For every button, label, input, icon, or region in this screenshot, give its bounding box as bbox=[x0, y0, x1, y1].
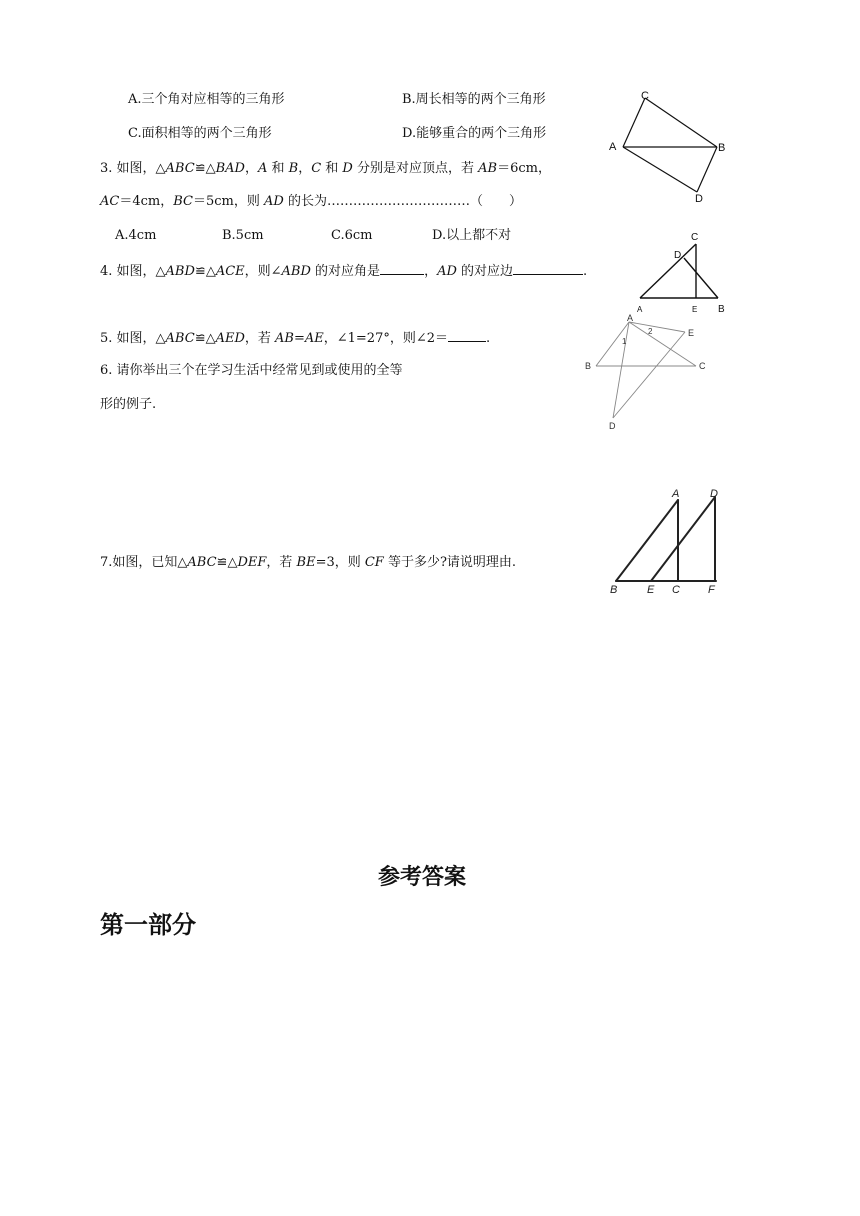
vertex-a-label: A bbox=[672, 488, 680, 500]
vertex-d-label: D bbox=[674, 250, 682, 261]
q4-answer-blank-1[interactable] bbox=[380, 262, 424, 275]
vertex-e-label: E bbox=[688, 328, 695, 338]
vertex-c-label: C bbox=[672, 584, 680, 596]
segment-db bbox=[684, 258, 718, 298]
figure-q3-triangles bbox=[600, 80, 740, 210]
segment-bd bbox=[697, 147, 717, 192]
vertex-e-label: E bbox=[692, 305, 698, 314]
vertex-a-label: A bbox=[637, 305, 643, 314]
q2-option-d: D.能够重合的两个三角形 bbox=[402, 126, 547, 141]
segment-ad bbox=[613, 322, 629, 418]
vertex-a-label: A bbox=[627, 313, 634, 323]
q2-option-c: C.面积相等的两个三角形 bbox=[128, 126, 272, 141]
segment-ac bbox=[640, 244, 696, 298]
q5-answer-blank[interactable] bbox=[448, 329, 486, 342]
vertex-d-label: D bbox=[710, 488, 718, 500]
figure-q7-triangles bbox=[600, 480, 740, 600]
q4-answer-blank-2[interactable] bbox=[513, 262, 583, 275]
q7-line: 7.如图，已知△ABC≌△DEF，若 BE=3，则 CF 等于多少?请说明理由. bbox=[100, 555, 517, 570]
vertex-b-label: B bbox=[718, 304, 725, 315]
q6-line2: 形的例子. bbox=[100, 397, 157, 412]
segment-ad bbox=[623, 147, 697, 192]
q3-line2: AC＝4cm，BC＝5cm，则 AD 的长为……………………………（ ） bbox=[100, 194, 522, 209]
segment-ca bbox=[623, 98, 645, 147]
vertex-c-label: C bbox=[699, 361, 706, 371]
segment-ba bbox=[616, 500, 678, 581]
vertex-c-label: C bbox=[641, 90, 649, 102]
q3-option-c: C.6cm bbox=[331, 228, 373, 243]
segment-ed bbox=[651, 497, 715, 581]
q3-option-b: B.5cm bbox=[222, 228, 264, 243]
vertex-d-label: D bbox=[609, 421, 616, 431]
vertex-c-label: C bbox=[691, 232, 699, 243]
figure-q5-triangles bbox=[578, 308, 718, 436]
q2-option-b: B.周长相等的两个三角形 bbox=[402, 92, 546, 107]
q5-line: 5. 如图，△ABC≌△AED，若 AB=AE，∠1=27°，则∠2＝ . bbox=[100, 331, 491, 346]
vertex-a-label: A bbox=[609, 141, 617, 153]
answers-title: 参考答案 bbox=[378, 865, 467, 890]
vertex-b-label: B bbox=[585, 361, 592, 371]
vertex-b-label: B bbox=[718, 142, 726, 154]
q6-line1: 6. 请你举出三个在学习生活中经常见到或使用的全等 bbox=[100, 363, 403, 378]
vertex-f-label: F bbox=[708, 584, 715, 596]
angle-1-label: 1 bbox=[622, 337, 627, 346]
segment-cb bbox=[645, 98, 717, 147]
q2-option-a: A.三个角对应相等的三角形 bbox=[128, 92, 285, 107]
q3-option-d: D.以上都不对 bbox=[432, 228, 512, 243]
q4-line: 4. 如图，△ABD≌△ACE，则∠ABD 的对应角是 ，AD 的对应边 . bbox=[100, 264, 588, 279]
vertex-d-label: D bbox=[695, 193, 703, 205]
figure-q4-triangles bbox=[630, 228, 730, 320]
vertex-b-label: B bbox=[610, 584, 618, 596]
angle-2-label: 2 bbox=[648, 327, 653, 336]
part1-title: 第一部分 bbox=[100, 911, 196, 939]
q3-line1: 3. 如图，△ABC≌△BAD，A 和 B，C 和 D 分别是对应顶点，若 AB＝6cm， bbox=[100, 161, 551, 176]
vertex-e-label: E bbox=[647, 584, 655, 596]
q3-option-a: A.4cm bbox=[115, 228, 157, 243]
